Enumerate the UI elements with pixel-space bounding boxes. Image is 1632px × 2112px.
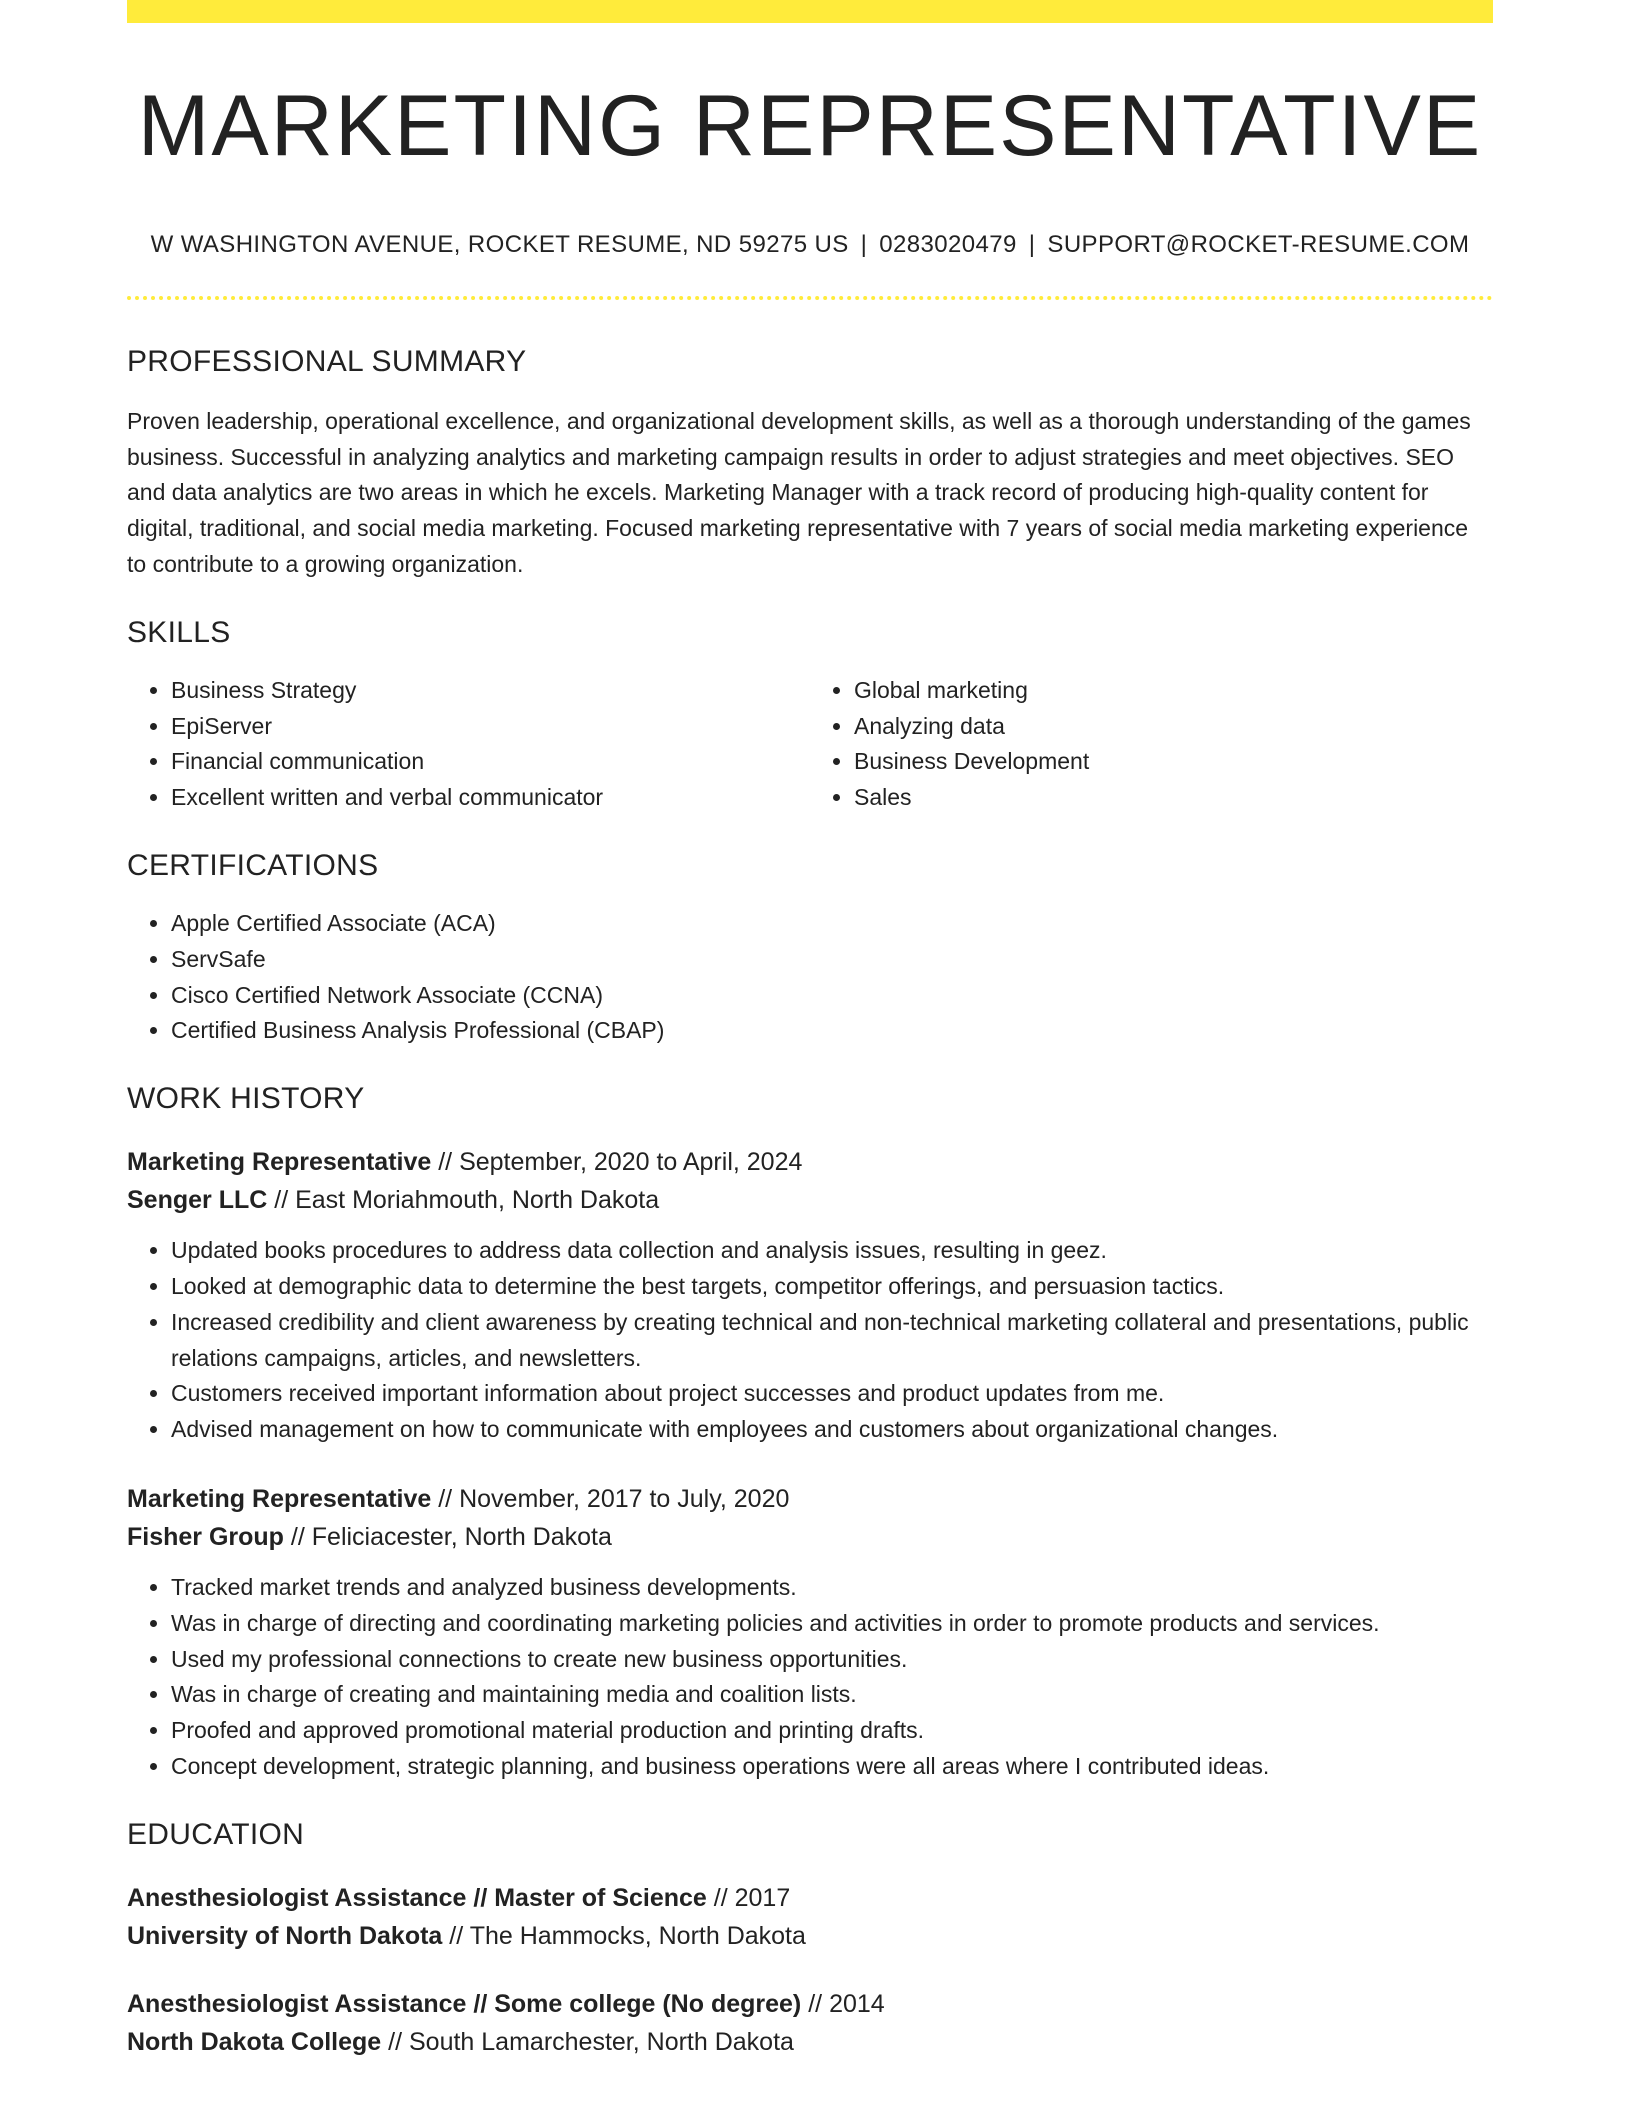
summary-text: Proven leadership, operational excellence, and organizational development skills, as well as a thorough understanding of the games business. Successful in analyzing analytics and marketing campaign results in order to adjust strategies and meet objectives. SEO and data analytics are two areas in which he excels. Marketing Manager with a track record of producing high-quality content for digital, traditional, and social media marketing. Focused marketing representative with 7 years of social media marketing experience to contribute to a growing organization.: [127, 407, 1471, 577]
job-bullet: • Was in charge of directing and coordinating marketing policies and activities in order to promote products and services.: [171, 1606, 1493, 1642]
certification-item: • Apple Certified Associate (ACA): [171, 906, 1493, 942]
job-dates: September, 2020 to April, 2024: [459, 1148, 803, 1177]
job-bullet: • Customers received important information about project successes and product updates from me.: [171, 1376, 1493, 1412]
resume-page: [127, 0, 1493, 2061]
job-role: Marketing Representative: [127, 1484, 432, 1513]
skill-item: • Financial communication: [171, 744, 810, 780]
job-separator: //: [431, 1148, 460, 1177]
skill-item: • Global marketing: [854, 673, 1493, 709]
job-company-line: [127, 1181, 1493, 1219]
skill-item: • Business Strategy: [171, 673, 810, 709]
certifications-heading: CERTIFICATIONS: [127, 848, 379, 882]
education-school: University of North Dakota: [127, 1921, 443, 1950]
education-separator: //: [381, 2027, 409, 2056]
education-separator: //: [706, 1883, 735, 1912]
job-bullet: • Updated books procedures to address data collection and analysis issues, resulting in geez.: [171, 1233, 1493, 1269]
education-location: The Hammocks, North Dakota: [469, 1921, 806, 1950]
job-bullet: • Advised management on how to communicate with employees and customers about organizational changes.: [171, 1412, 1493, 1448]
job-company: Senger LLC: [127, 1186, 268, 1215]
job-bullet: • Used my professional connections to create new business opportunities.: [171, 1642, 1493, 1678]
job-bullet: • Increased credibility and client awareness by creating technical and non-technical marketing collateral and presentations, public relations campaigns, articles, and newsletters.: [171, 1305, 1493, 1377]
education-school-line: [127, 2023, 1493, 2061]
education-location: South Lamarchester, North Dakota: [409, 2027, 794, 2056]
job-bullet: • Proofed and approved promotional material production and printing drafts.: [171, 1713, 1493, 1749]
job-company-line: [127, 1518, 1493, 1556]
certification-item: • Certified Business Analysis Professional (CBAP): [171, 1013, 1493, 1049]
education-degree: Anesthesiologist Assistance // Some college (No degree): [127, 1989, 802, 2018]
education-entry: [127, 1879, 1493, 1955]
certifications-list: [127, 906, 1493, 1049]
skills-heading: SKILLS: [127, 615, 231, 649]
education-degree: Anesthesiologist Assistance // Master of Science: [127, 1883, 707, 1912]
job-separator: //: [431, 1484, 460, 1513]
education-separator: //: [442, 1921, 470, 1950]
education-degree-line: [127, 1879, 1493, 1917]
contact-line: [127, 231, 1493, 260]
job-separator: //: [283, 1522, 312, 1551]
education-school-line: [127, 1917, 1493, 1955]
contact-email: SUPPORT@ROCKET-RESUME.COM: [1047, 231, 1470, 258]
certification-item: • ServSafe: [171, 942, 1493, 978]
skill-item: • EpiServer: [171, 709, 810, 745]
job-bullet: • Concept development, strategic planning, and business operations were all areas where I contributed ideas.: [171, 1749, 1493, 1785]
header-divider: [127, 296, 1493, 300]
education-separator: //: [801, 1989, 830, 2018]
skills-left-column: [127, 673, 810, 816]
contact-separator: |: [1028, 231, 1036, 258]
job-dates: November, 2017 to July, 2020: [459, 1484, 790, 1513]
job-bullet: • Looked at demographic data to determine the best targets, competitor offerings, and persuasion tactics.: [171, 1269, 1493, 1305]
job-role-line: [127, 1480, 1493, 1518]
job-location: Feliciacester, North Dakota: [311, 1522, 612, 1551]
contact-phone: 0283020479: [879, 231, 1017, 258]
job-entry: [127, 1480, 1493, 1785]
skill-item: • Analyzing data: [854, 709, 1493, 745]
top-accent-bar: [127, 0, 1493, 23]
education-year: 2014: [829, 1989, 885, 2018]
work-history-heading: WORK HISTORY: [127, 1082, 365, 1116]
education-year: 2017: [734, 1883, 791, 1912]
skills-list: [127, 673, 1493, 816]
skills-right-column: [810, 673, 1493, 816]
skill-item: • Excellent written and verbal communicator: [171, 780, 810, 816]
job-role: Marketing Representative: [127, 1148, 432, 1177]
job-bullets: [127, 1233, 1493, 1448]
job-role-line: [127, 1143, 1493, 1181]
job-company: Fisher Group: [127, 1522, 284, 1551]
job-location: East Moriahmouth, North Dakota: [295, 1186, 660, 1215]
skill-item: • Sales: [854, 780, 1493, 816]
job-bullet: • Tracked market trends and analyzed business developments.: [171, 1570, 1493, 1606]
job-entry: [127, 1143, 1493, 1448]
summary-heading: PROFESSIONAL SUMMARY: [127, 344, 527, 378]
education-school: North Dakota College: [127, 2027, 382, 2056]
contact-separator: |: [860, 231, 868, 258]
resume-title: MARKETING REPRESENTATIVE: [137, 78, 1483, 174]
contact-address: W WASHINGTON AVENUE, ROCKET RESUME, ND 59275 US: [150, 231, 849, 258]
education-entry: [127, 1985, 1493, 2061]
job-bullet: • Was in charge of creating and maintaining media and coalition lists.: [171, 1677, 1493, 1713]
job-bullets: [127, 1570, 1493, 1785]
skill-item: • Business Development: [854, 744, 1493, 780]
job-separator: //: [267, 1186, 296, 1215]
education-heading: EDUCATION: [127, 1817, 305, 1851]
education-degree-line: [127, 1985, 1493, 2023]
certification-item: • Cisco Certified Network Associate (CCNA): [171, 978, 1493, 1014]
